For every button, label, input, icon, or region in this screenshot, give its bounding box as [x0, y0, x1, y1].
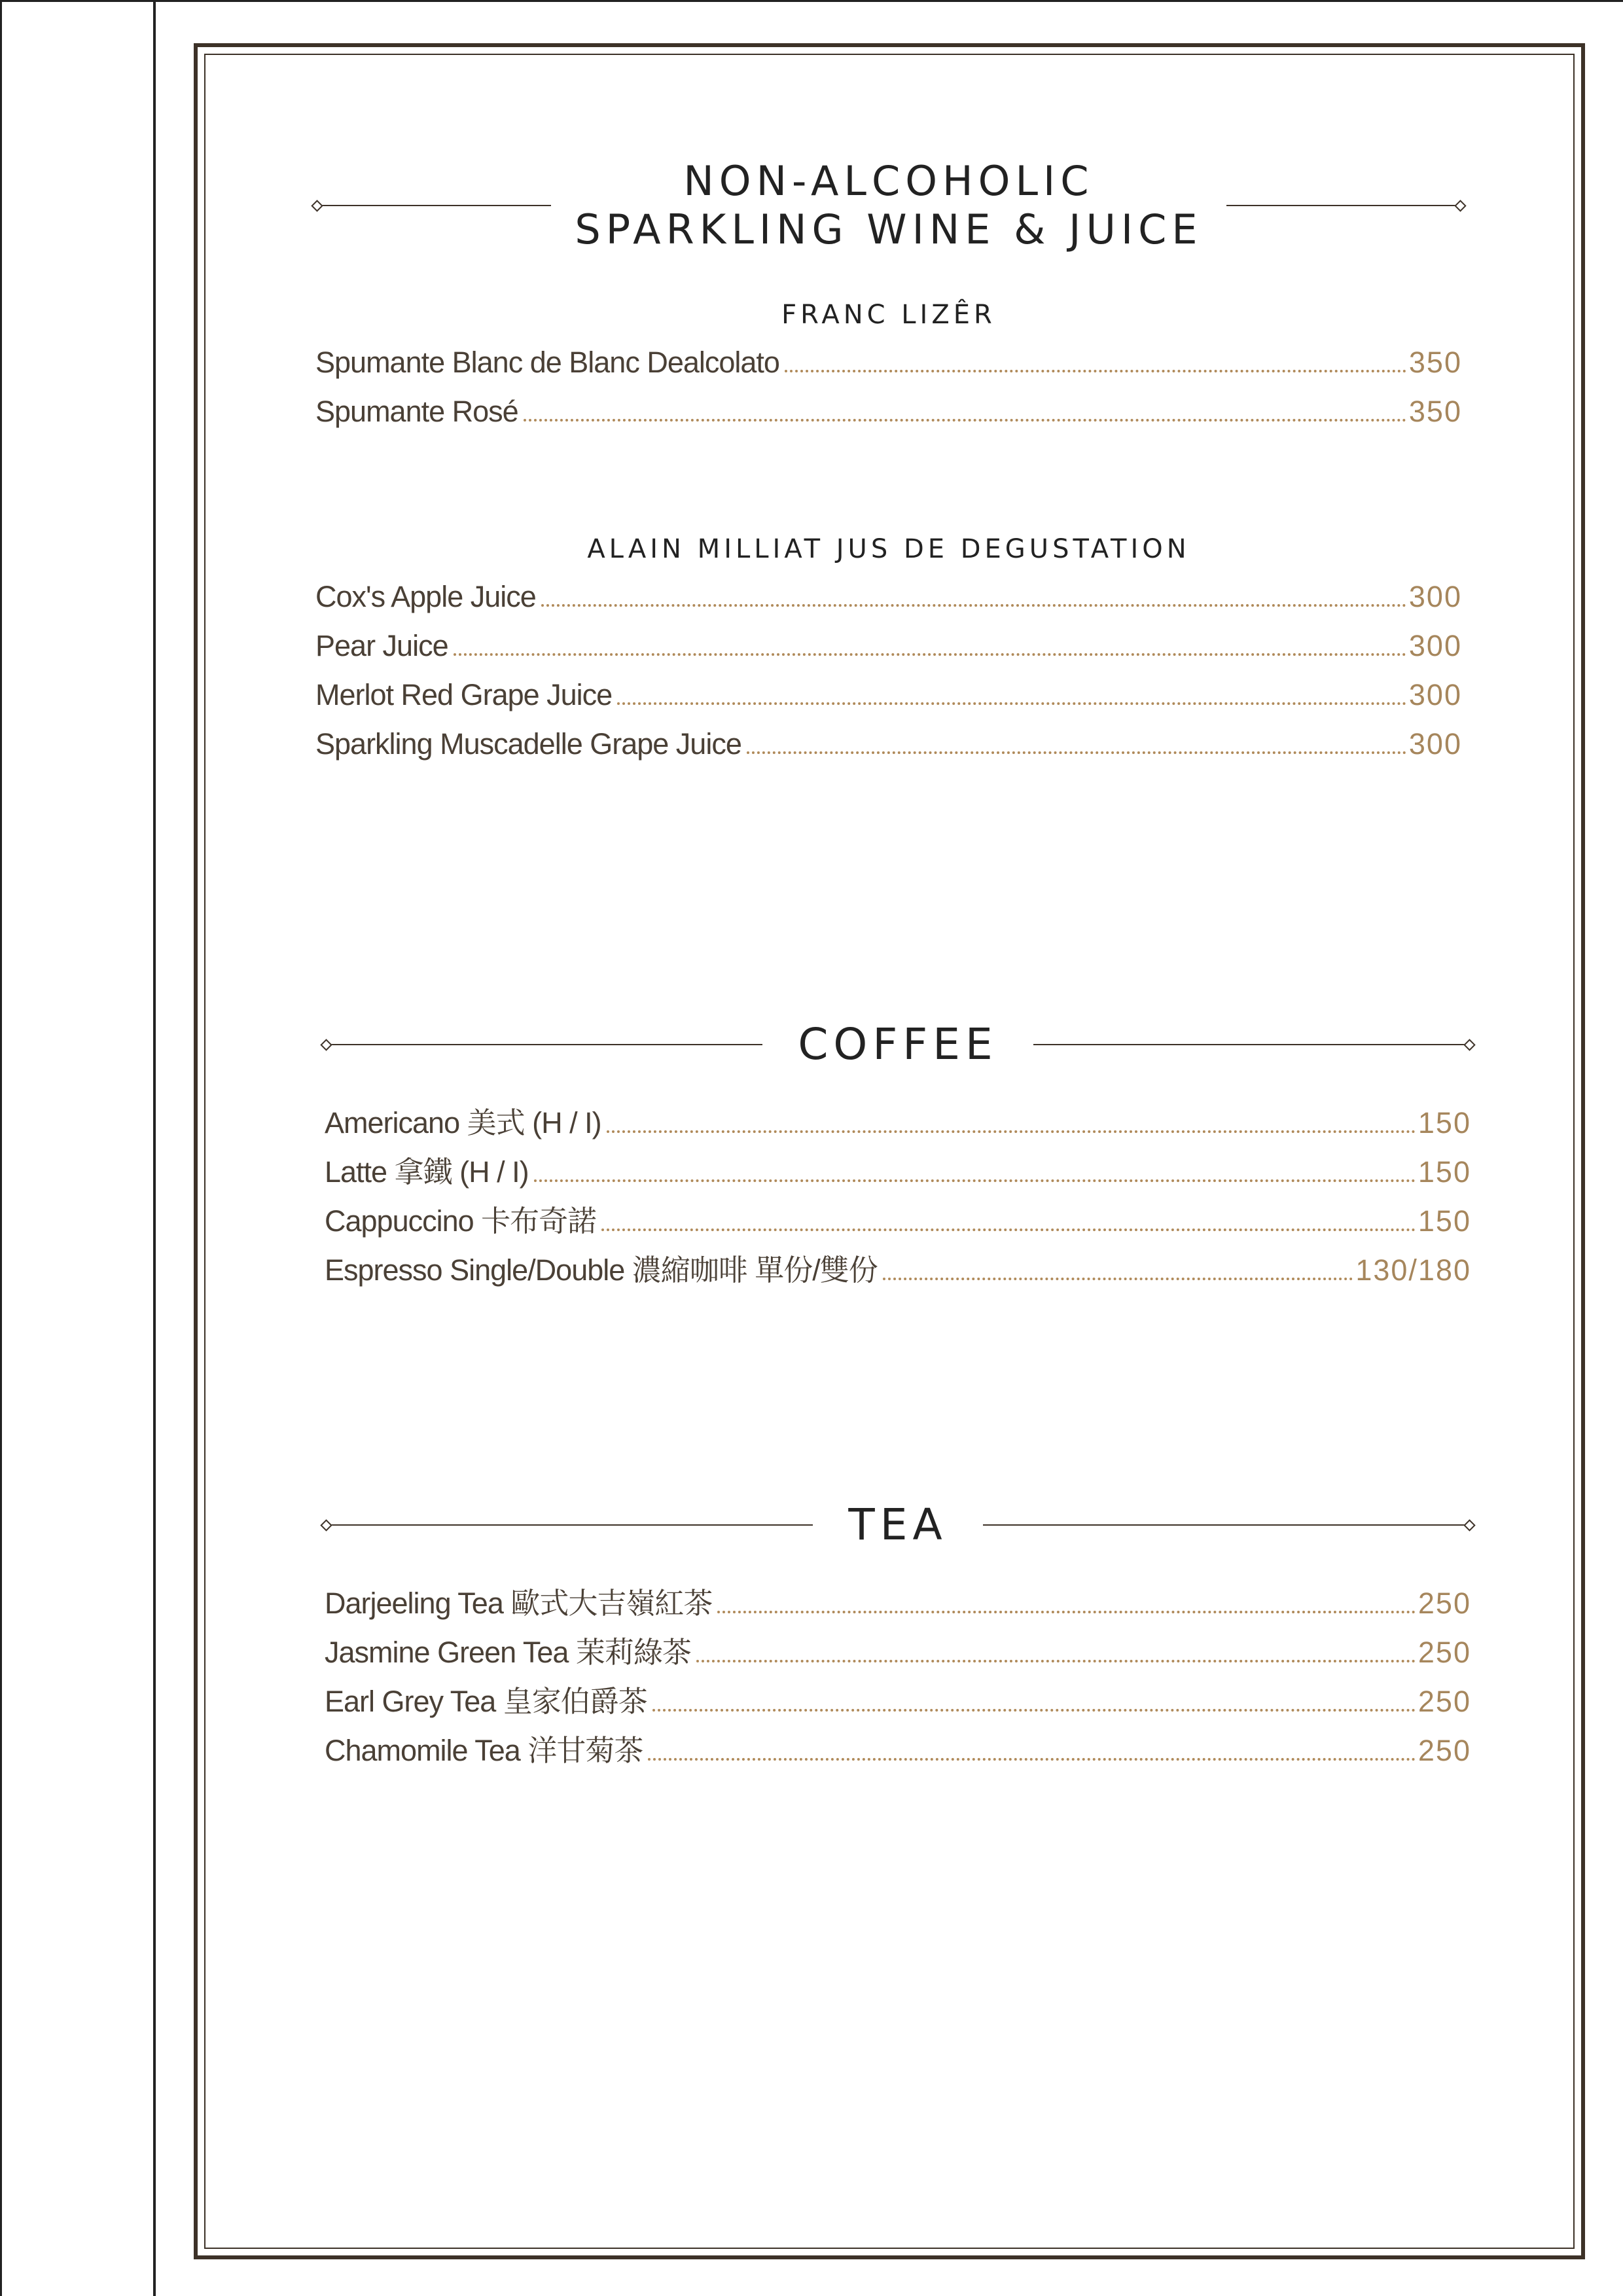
- menu-item: [315, 719, 1462, 768]
- menu-item: [325, 1579, 1471, 1628]
- menu-item: [315, 338, 1462, 387]
- coffee-heading-row: [325, 1018, 1471, 1071]
- item-price: 300: [1408, 678, 1462, 711]
- item-name: Darjeeling Tea 歐式大吉嶺紅茶: [325, 1587, 713, 1620]
- dot-leader: [648, 1758, 1416, 1761]
- item-price: 250: [1418, 1636, 1471, 1669]
- tea-heading-row: [325, 1499, 1471, 1551]
- coffee-section: [325, 1018, 1471, 1295]
- dot-leader: [747, 751, 1406, 754]
- item-name: Cappuccino 卡布奇諾: [325, 1204, 597, 1238]
- divider-rule-left: [325, 1524, 813, 1526]
- dot-leader: [607, 1130, 1416, 1133]
- item-price: 250: [1418, 1734, 1471, 1767]
- menu-item: [325, 1246, 1471, 1295]
- item-price: 150: [1418, 1204, 1471, 1238]
- divider-rule-right: [983, 1524, 1471, 1526]
- binding-line: [153, 0, 156, 2296]
- item-price: 350: [1408, 346, 1462, 379]
- menu-item: [325, 1628, 1471, 1677]
- item-name: Spumante Rosé: [315, 395, 518, 428]
- item-price: 300: [1408, 580, 1462, 613]
- item-price: 300: [1408, 727, 1462, 761]
- dot-leader: [617, 702, 1406, 705]
- group-heading-alain-milliat: ALAIN MILLIAT JUS DE DEGUSTATION: [587, 534, 1190, 564]
- menu-item: [325, 1677, 1471, 1726]
- item-name: Earl Grey Tea 皇家伯爵茶: [325, 1685, 647, 1718]
- item-price: 300: [1408, 629, 1462, 662]
- divider-rule-left: [325, 1044, 762, 1045]
- menu-item: [325, 1098, 1471, 1147]
- sparkling-heading-row: [315, 157, 1462, 254]
- dot-leader: [601, 1229, 1416, 1231]
- item-name: Jasmine Green Tea 茉莉綠茶: [325, 1636, 691, 1669]
- dot-leader: [454, 653, 1406, 656]
- sparkling-title-line2: SPARKLING WINE & JUICE: [575, 206, 1203, 253]
- dot-leader: [652, 1709, 1416, 1712]
- item-name: Chamomile Tea 洋甘菊茶: [325, 1734, 643, 1767]
- dot-leader: [717, 1611, 1416, 1613]
- dot-leader: [785, 370, 1406, 372]
- item-name: Pear Juice: [315, 629, 448, 662]
- item-name: Sparkling Muscadelle Grape Juice: [315, 727, 741, 761]
- alain-milliat-list: [315, 572, 1462, 768]
- menu-item: [315, 621, 1462, 670]
- dot-leader: [696, 1660, 1416, 1662]
- menu-item: [325, 1196, 1471, 1246]
- divider-rule-right: [1033, 1044, 1471, 1045]
- item-price: 250: [1418, 1587, 1471, 1620]
- tea-section: [325, 1499, 1471, 1775]
- menu-item: [325, 1726, 1471, 1775]
- dot-leader: [534, 1179, 1416, 1182]
- menu-item: [315, 670, 1462, 719]
- tea-title: TEA: [848, 1499, 948, 1550]
- dot-leader: [541, 604, 1406, 607]
- item-price: 350: [1408, 395, 1462, 428]
- item-price: 150: [1418, 1155, 1471, 1189]
- group-heading-franc-lizer: FRANC LIZÊR: [781, 300, 996, 330]
- dot-leader: [883, 1278, 1353, 1280]
- item-name: Cox's Apple Juice: [315, 580, 536, 613]
- franc-lizer-list: [315, 338, 1462, 436]
- sparkling-title: [551, 157, 1226, 254]
- item-price: 130/180: [1355, 1253, 1471, 1287]
- coffee-list: [325, 1098, 1471, 1295]
- sparkling-title-line1: NON-ALCOHOLIC: [683, 157, 1094, 205]
- item-name: Espresso Single/Double 濃縮咖啡 單份/雙份: [325, 1253, 878, 1287]
- tea-list: [325, 1579, 1471, 1775]
- menu-item: [315, 387, 1462, 436]
- item-name: Spumante Blanc de Blanc Dealcolato: [315, 346, 779, 379]
- divider-rule-left: [315, 205, 551, 206]
- menu-item: [325, 1147, 1471, 1196]
- item-name: Merlot Red Grape Juice: [315, 678, 613, 711]
- sparkling-section: [315, 157, 1462, 768]
- dot-leader: [524, 419, 1406, 422]
- coffee-title: COFFEE: [798, 1019, 998, 1069]
- menu-item: [315, 572, 1462, 621]
- item-name: Americano 美式 (H / I): [325, 1106, 601, 1139]
- divider-rule-right: [1226, 205, 1462, 206]
- item-price: 150: [1418, 1106, 1471, 1139]
- item-price: 250: [1418, 1685, 1471, 1718]
- item-name: Latte 拿鐵 (H / I): [325, 1155, 529, 1189]
